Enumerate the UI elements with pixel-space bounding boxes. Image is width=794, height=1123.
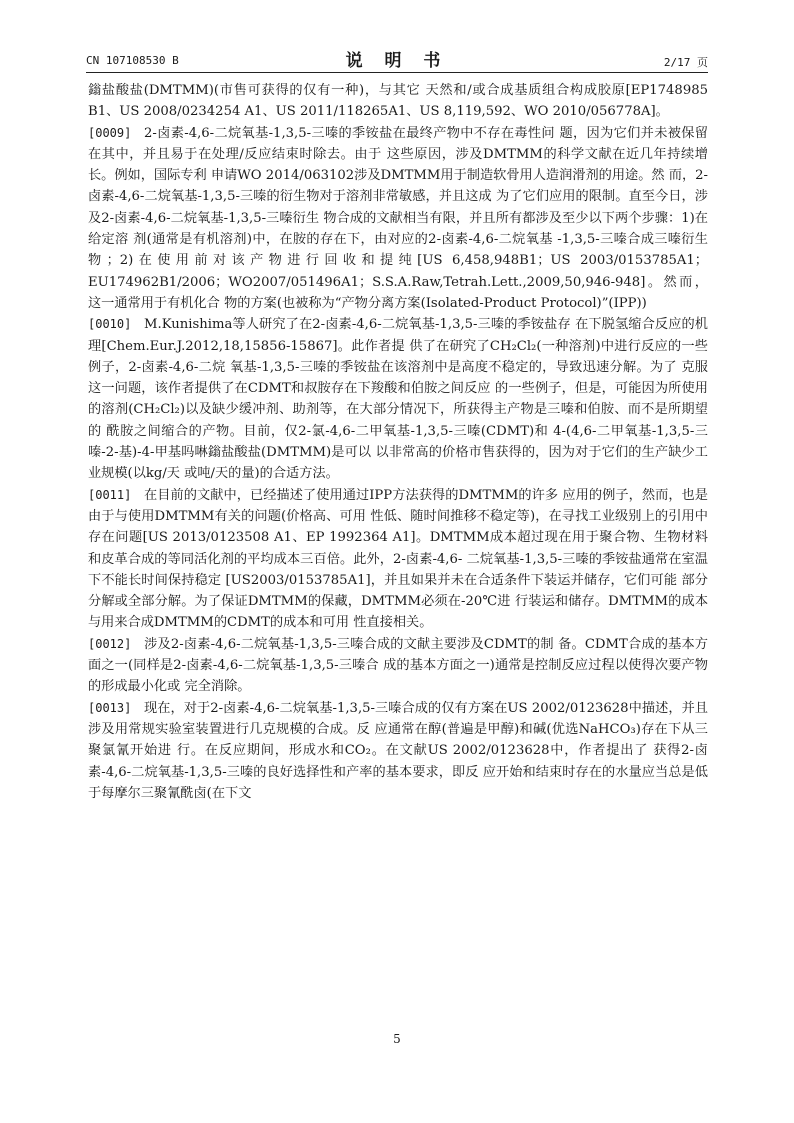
paragraph-number: [0012] <box>88 636 132 651</box>
document-title: 说 明 书 <box>345 51 449 71</box>
paragraph-number: [0009] <box>88 125 132 140</box>
paragraph-text: 2-卤素-4,6-二烷氧基-1,3,5-三嗪的季铵盐在最终产物中不存在毒性问 题，因为它们并未被保留在其中，并且易于在处理/反应结束时除去。由于 这些原因，涉及DMTMM的科学文献在近几年持续增长。例如，国际专利 申请WO 2014/063102涉及DMTMM用于制造软骨用人造润滑剂的用途。然 而，2-卤素-4,6-二烷氧基-1,3,5-三嗪的衍生物对于溶剂非常敏感，并且这成 为了它们应用的限制。直至今日，涉及2-卤素-4,6-二烷氧基-1,3,5-三嗪衍生 物合成的文献相当有限，并且所有都涉及至少以下两个步骤：1)在给定溶 剂(通常是有机溶剂)中，在胺的存在下，由对应的2-卤素-4,6-二烷氧基 -1,3,5-三嗪合成三嗪衍生物；2)在使用前对该产物进行回收和提纯[US 6,458,948B1；US 2003/0153785A1；EU174962B1/2006；WO2007/051496A1；S.S.A.Raw,Tetrah.Lett.,2009,50,946-948]。然而，这一通常用于有机化合 物的方案(也被称为“产物分离方案(Isolated-Product Protocol)”(IPP)) <box>88 125 709 311</box>
page-header <box>86 44 708 73</box>
document-body <box>88 80 708 804</box>
paragraph-text: 鎓盐酸盐(DMTMM)(市售可获得的仅有一种)，与其它 天然和/或合成基质组合构成胶原[EP1748985 B1、US 2008/0234254 A1、US 2011/118265A1、US 8,119,592、WO 2010/056778A]。 <box>88 83 708 120</box>
paragraph-text: M.Kunishima等人研究了在2-卤素-4,6-二烷氧基-1,3,5-三嗪的季铵盐存 在下脱氢缩合反应的机理[Chem.Eur.J.2012,18,15856-15867]。此作者提 供了在研究了CH₂Cl₂(一种溶剂)中进行反应的一些例子，2-卤素-4,6-二烷 氧基-1,3,5-三嗪的季铵盐在该溶剂中是高度不稳定的，导致迅速分解。为了 克服这一问题，该作者提供了在CDMT和叔胺存在下羧酸和伯胺之间反应 的一些例子，但是，可能因为所使用的溶剂(CH₂Cl₂)以及缺少缓冲剂、助剂等，在大部分情况下，所获得主产物是三嗪和伯胺、而不是所期望的 酰胺之间缩合的产物。目前，仅2-氯-4,6-二甲氧基-1,3,5-三嗪(CDMT)和 4-(4,6-二甲氧基-1,3,5-三嗪-2-基)-4-甲基吗啉鎓盐酸盐(DMTMM)是可以 以非常高的价格市售获得的，因为对于它们的生产缺少工业规模(以kg/天 或吨/天的量)的合适方法。 <box>88 317 708 482</box>
paragraph-number: [0013] <box>88 700 132 715</box>
paragraph-number: [0011] <box>88 487 132 502</box>
paragraph-0010 <box>88 314 708 484</box>
paragraph-0011 <box>88 485 708 634</box>
paragraph-text: 在目前的文献中，已经描述了使用通过IPP方法获得的DMTMM的许多 应用的例子，然而，也是由于与使用DMTMM有关的问题(价格高、可用 性低、随时间推移不稳定等)，在寻找工业级别上的引用中存在问题[US 2013/0123508 A1、EP 1992364 A1]。DMTMM成本超过现在用于聚合物、生物材料和皮革合成的等同活化剂的平均成本三百倍。此外，2-卤素-4,6- 二烷氧基-1,3,5-三嗪的季铵盐通常在室温下不能长时间保持稳定 [US2003/0153785A1]，并且如果并未在合适条件下装运并储存，它们可能 部分分解或全部分解。为了保证DMTMM的保藏，DMTMM必须在-20℃进 行装运和储存。DMTMM的成本与用来合成DMTMM的CDMT的成本和可用 性直接相关。 <box>88 487 708 631</box>
paragraph-0009 <box>88 123 708 315</box>
page-number: 5 <box>393 1032 401 1046</box>
paragraph-text: 现在，对于2-卤素-4,6-二烷氧基-1,3,5-三嗪合成的仅有方案在US 2002/0123628中描述，并且涉及用常规实验室装置进行几克规模的合成。反 应通常在醇(普遍是甲醇)和碱(优选NaHCO₃)存在下从三聚氯氰开始进 行。在反应期间，形成水和CO₂。在文献US 2002/0123628中，作者提出了 获得2-卤素-4,6-二烷氧基-1,3,5-三嗪的良好选择性和产率的基本要求，即反 应开始和结束时存在的水量应当总是低于每摩尔三聚氰酰卤(在下文 <box>88 700 708 801</box>
paragraph-number: [0010] <box>88 317 132 332</box>
paragraph-0013 <box>88 698 708 804</box>
paragraph-text: 涉及2-卤素-4,6-二烷氧基-1,3,5-三嗪合成的文献主要涉及CDMT的制 备。CDMT合成的基本方面之一(同样是2-卤素-4,6-二烷氧基-1,3,5-三嗪合 成的基本方面之一)通常是控制反应过程以使得次要产物的形成最小化或 完全消除。 <box>88 636 708 695</box>
paragraph-continuation <box>88 80 708 123</box>
paragraph-0012 <box>88 634 708 698</box>
page-indicator: 2/17 页 <box>663 56 708 69</box>
patent-number: CN 107108530 B <box>86 54 179 67</box>
